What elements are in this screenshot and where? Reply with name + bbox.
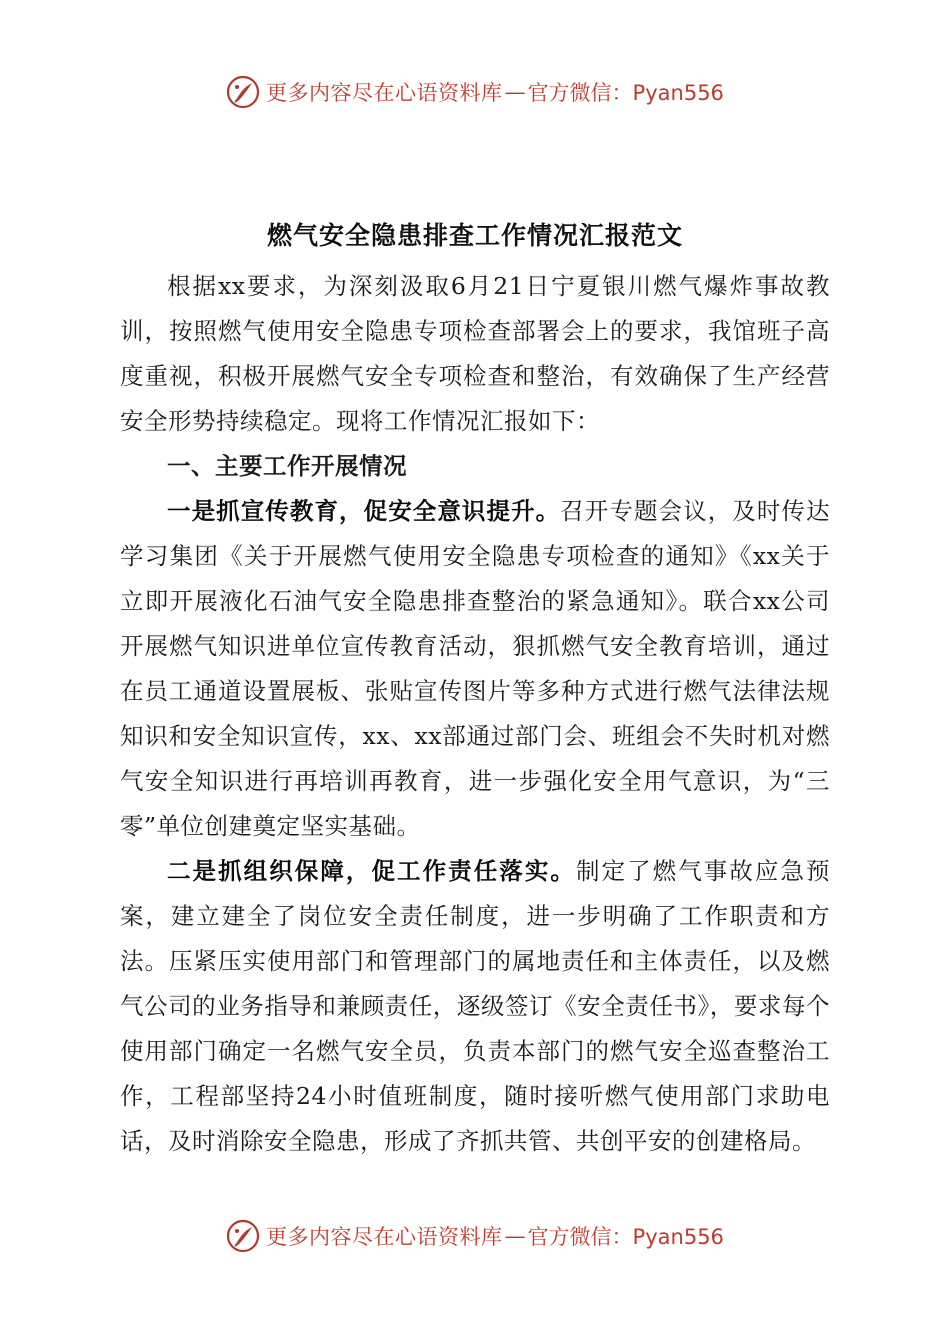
watermark-wechat-text: 官方微信：Pyan556	[527, 81, 724, 105]
quill-seal-icon	[226, 75, 260, 109]
watermark-separator: —	[504, 1224, 526, 1248]
watermark-wechat-text: 官方微信：Pyan556	[527, 1225, 724, 1249]
document-body	[120, 264, 830, 1164]
watermark-promo-text: 更多内容尽在心语资料库	[266, 81, 503, 105]
watermark-separator: —	[504, 80, 526, 104]
section-heading: 一、主要工作开展情况	[167, 452, 407, 480]
quill-seal-icon	[226, 1219, 260, 1253]
point-two-lead: 二是抓组织保障，促工作责任落实。	[167, 857, 576, 885]
watermark-promo-text: 更多内容尽在心语资料库	[266, 1225, 503, 1249]
point-two-paragraph	[120, 849, 830, 1164]
watermark-banner-bottom	[0, 1216, 950, 1256]
point-one-text: 召开专题会议，及时传达学习集团《关于开展燃气使用安全隐患专项检查的通知》《xx关于立即开展液化石油气安全隐患排查整治的紧急通知》。联合xx公司开展燃气知识进单位宣传教育活动，狠抓燃气安全教育培训，通过在员工通道设置展板、张贴宣传图片等多种方式进行燃气法律法规知识和安全知识宣传，xx、xx部通过部门会、班组会不失时机对燃气安全知识进行再培训再教育，进一步强化安全用气意识，为“三零”单位创建奠定坚实基础。	[120, 497, 831, 840]
intro-paragraph: 根据xx要求，为深刻汲取6月21日宁夏银川燃气爆炸事故教训，按照燃气使用安全隐患专项检查部署会上的要求，我馆班子高度重视，积极开展燃气安全专项检查和整治，有效确保了生产经营安全形势持续稳定。现将工作情况汇报如下：	[120, 272, 830, 435]
watermark-banner-top	[0, 72, 950, 112]
point-one-paragraph	[120, 489, 830, 849]
point-one-lead: 一是抓宣传教育，促安全意识提升。	[167, 497, 561, 525]
document-title: 燃气安全隐患排查工作情况汇报范文	[266, 221, 683, 250]
point-two-text: 制定了燃气事故应急预案，建立建全了岗位安全责任制度，进一步明确了工作职责和方法。压紧压实使用部门和管理部门的属地责任和主体责任，以及燃气公司的业务指导和兼顾责任，逐级签订《安全责任书》，要求每个使用部门确定一名燃气安全员，负责本部门的燃气安全巡查整治工作，工程部坚持24小时值班制度，随时接听燃气使用部门求助电话，及时消除安全隐患，形成了齐抓共管、共创平安的创建格局。	[120, 857, 831, 1155]
